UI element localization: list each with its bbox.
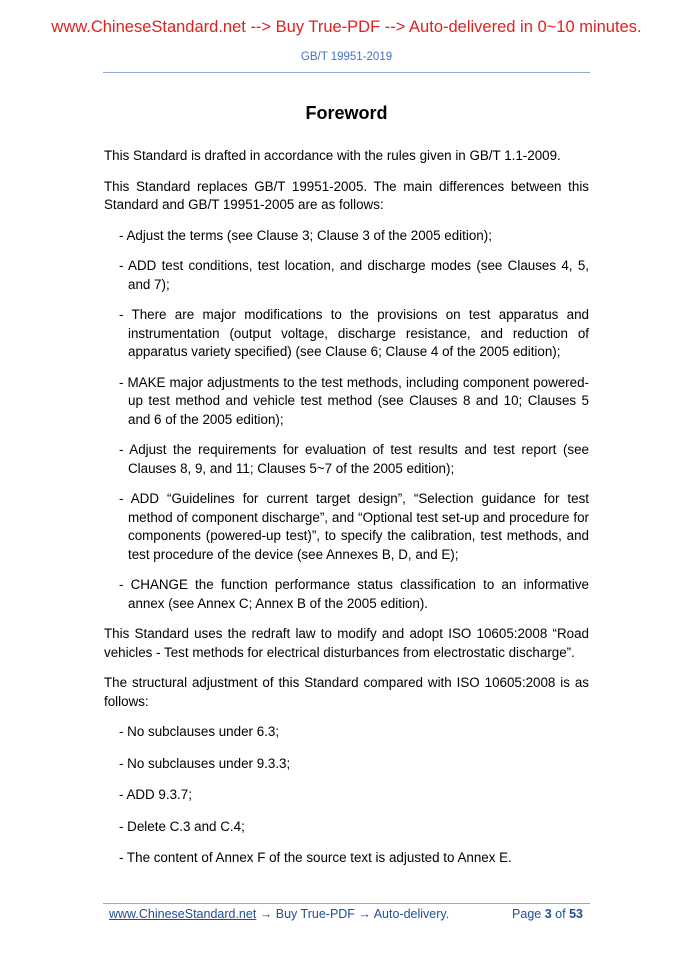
footer-link[interactable]: www.ChineseStandard.net: [109, 907, 257, 921]
list-item: - Delete C.3 and C.4;: [119, 818, 245, 834]
list-item: - Adjust the requirements for evaluation of test results and test report (see Clauses 8, 9, and 11; Clauses 5~7 of the 2005 edition);: [119, 442, 589, 476]
standard-code: GB/T 19951-2019: [300, 51, 393, 63]
paragraph: The structural adjustment of this Standard compared with ISO 10605:2008 is as follows:: [104, 675, 589, 709]
page-indicator: [512, 907, 583, 921]
paragraph: This Standard replaces GB/T 19951-2005. The main differences between this Standard and GB/T 19951-2005 are as follows:: [104, 178, 589, 212]
paragraph: This Standard uses the redraft law to modify and adopt ISO 10605:2008 “Road vehicles - Test methods for electrical disturbances from electrostatic discharge”.: [104, 626, 589, 660]
list-item: - ADD test conditions, test location, and discharge modes (see Clauses 4, 5, and 7);: [119, 258, 589, 292]
list-item: - ADD 9.3.7;: [119, 787, 192, 802]
list-item: - No subclauses under 6.3;: [119, 724, 280, 739]
document-body: [104, 147, 589, 881]
list-item: - Adjust the terms (see Clause 3; Clause 3 of the 2005 edition);: [119, 227, 492, 243]
list-item: - No subclauses under 9.3.3;: [119, 755, 291, 771]
page-title: Foreword: [305, 103, 388, 123]
page-number: 3: [544, 907, 552, 921]
list-item: - ADD “Guidelines for current target design”, “Selection guidance for test method of component discharge”, and “Optional test set-up and procedure for components (powered-up test)”, to specify the calibration, test methods, and test procedure of the device (see Annexes B, D, and E);: [119, 491, 589, 562]
list-item: - The content of Annex F of the source text is adjusted to Annex E.: [119, 850, 512, 865]
footer-text: → Buy True-PDF → Auto-delivery.: [256, 907, 450, 921]
list-item: - CHANGE the function performance status classification to an informative annex (see Annex C; Annex B of the 2005 edition).: [119, 577, 589, 611]
list-item: - There are major modifications to the provisions on test apparatus and instrumentation (output voltage, discharge resistance, and reduction of apparatus variety specified) (see Clause 6; Clause 4 of the 2005 edition);: [119, 307, 589, 359]
differences-list: [104, 227, 589, 614]
of-label: of: [555, 907, 566, 921]
adjustments-list: [104, 723, 589, 868]
footer: [109, 907, 583, 921]
header-divider: [103, 72, 590, 73]
paragraph: This Standard is drafted in accordance with the rules given in GB/T 1.1-2009.: [104, 148, 561, 163]
footer-divider: [103, 903, 590, 904]
header-banner[interactable]: www.ChineseStandard.net --> Buy True-PDF --> Auto-delivered in 0~10 minutes.: [51, 18, 642, 36]
list-item: - MAKE major adjustments to the test methods, including component powered-up test method and vehicle test method (see Clauses 8 and 10; Clauses 5 and 6 of the 2005 edition);: [119, 374, 589, 427]
page-label: Page: [512, 907, 542, 921]
page-total: 53: [569, 907, 583, 921]
